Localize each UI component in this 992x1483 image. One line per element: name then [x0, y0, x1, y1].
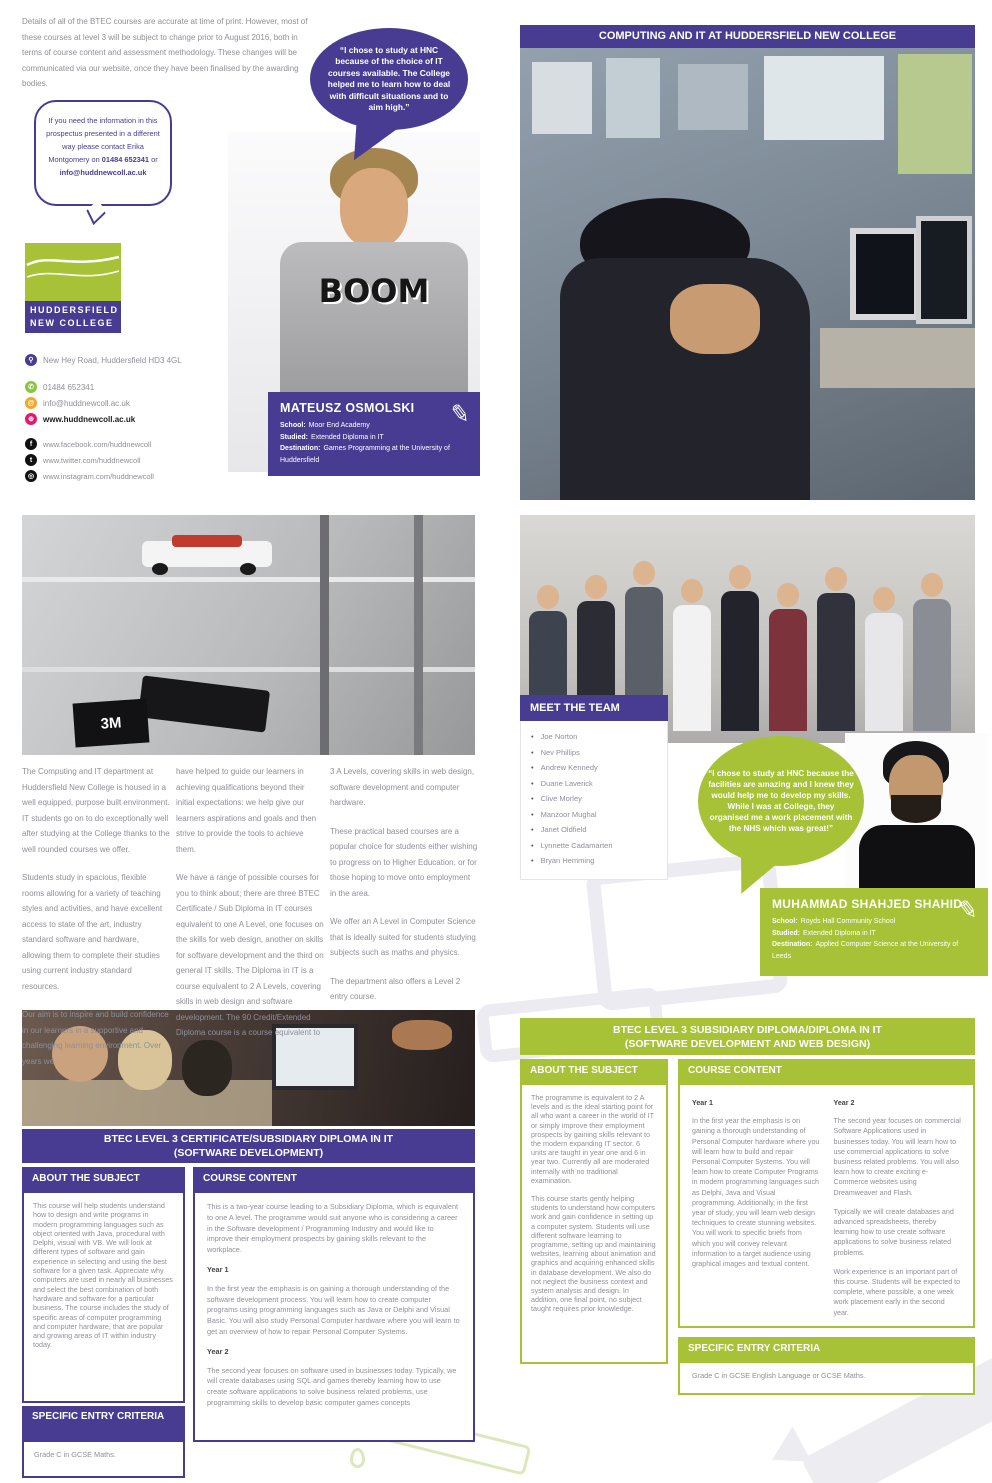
entry-criteria-box-right [678, 1361, 975, 1395]
destination-label: Destination: [772, 941, 813, 948]
about-subject-box-right [520, 1083, 668, 1364]
year1-column [692, 1089, 820, 1318]
intro-paragraph: These practical based courses are a popular choice for students either wishing to progress on to Higher Education, or for those hoping to move onto employment in the area. [330, 826, 478, 898]
content-intro: This is a two-year course leading to a Subsidiary Diploma, which is equivalent to one A level. The programme would suit anyone who is considering a career in the Software development / Programming Industry and would like to improve their employment prospects by gaining skills relevant to the workplace. [207, 1202, 459, 1255]
team-list-box [520, 721, 668, 880]
intro-column-3 [330, 764, 478, 1018]
photo-keyboard [138, 675, 270, 732]
photo-face [340, 168, 408, 248]
logo-green-block [25, 243, 121, 301]
twitter-row[interactable] [25, 454, 141, 466]
photo-person [816, 567, 856, 731]
year2-paragraph: Work experience is an important part of this course. Students will be expected to complete, where possible, a one week work placement early in the second year. [833, 1267, 961, 1317]
accessibility-info-bubble [34, 100, 172, 206]
year1-label: Year 1 [207, 1264, 229, 1274]
team-member: • Andrew Kennedy [531, 760, 657, 776]
photo-computing-classroom [520, 48, 975, 500]
photo-person [912, 573, 952, 731]
sweater-graphic-text: BOOM [318, 272, 430, 310]
info-phone[interactable]: 01484 652341 [101, 155, 150, 164]
course-content-header-right: COURSE CONTENT [678, 1059, 975, 1083]
photo-poster [678, 64, 748, 130]
location-icon: ⚲ [25, 354, 37, 366]
studied-label: Studied: [772, 929, 800, 937]
photo-monitor [916, 216, 972, 324]
school-label: School: [280, 422, 306, 429]
about-paragraph: This course starts gently helping students to understand how computers work and gain confidence in setting up a computer system. Students will use different software learning to programme, setting up and maintaining websites, learning about animation and graphics and acquiring enhanced skills in database development. We also do not neglect the business context and system analysis and design. In addition, one final point, no subject taught requires prior knowledge. [531, 1194, 656, 1314]
photo-whiteboard [764, 56, 884, 140]
disclaimer-text: Details of all of the BTEC courses are accurate at time of print. However, most of these courses at level 3 will be subject to change prior to August 2016, both in terms of course content and assessment methodology. These changes will be communicated via our website, once they have been finalised by the awarding bodies. [22, 17, 308, 88]
destination-label: Destination: [280, 445, 321, 452]
instagram-row[interactable] [25, 470, 154, 482]
facebook-text: www.facebook.com/huddnewcoll [43, 439, 152, 449]
intro-paragraph: have helped to guide our learners in achieving qualifications beyond their initial expectations: we help give our learners aspirations and goals and then strive to provide the tools to achieve them. [176, 767, 317, 854]
logo-line2: NEW COLLEGE [30, 318, 114, 328]
about-subject-header-right: ABOUT THE SUBJECT [520, 1059, 668, 1083]
studied-value: Extended Diploma in IT [803, 929, 876, 937]
intro-column-1 [22, 764, 170, 1082]
course-title-line1: BTEC LEVEL 3 SUBSIDIARY DIPLOMA/DIPLOMA IN IT [613, 1024, 882, 1036]
photo-person [672, 579, 712, 731]
facebook-row[interactable] [25, 438, 151, 450]
photo-toy-wheel [152, 563, 168, 575]
year2-text: The second year focuses on software used in businesses today. Typically, we will create databases using SQL and games thereby learning how to use create software applications to solve business related problems, use programming skills to develop basic computer games concepts [207, 1365, 457, 1407]
about-text: This course will help students understand how to design and write programs in modern programming languages such as object oriented with Java, procedural with Delphi, visual with VB. We will look at different types of software and gain experience in selecting and using the best software for a given task. Appreciate why computers are used in nearly all businesses and select the best combination of both hardware and software for a particular business. The course includes the study of specific areas of computer programming and computer hardware, that are popular and growing areas of IT within industry today. [33, 1201, 173, 1350]
entry-criteria-box-left [22, 1440, 185, 1478]
photo-desk [820, 328, 975, 388]
photo-3m-box [73, 698, 150, 747]
intro-paragraph: The Computing and IT department at Huddersfield New College is housed in a well equipped, purpose built environment. IT students go on to do exceptionally well after studying at the College thanks to the well rounded courses we offer. [22, 767, 170, 854]
email-icon: @ [25, 397, 37, 409]
instagram-icon: ◎ [25, 470, 37, 482]
info-text: If you need the information in this prospectus presented in a different way please contact Erika Montgomery on [46, 116, 160, 164]
entry-criteria-header-left: SPECIFIC ENTRY CRITERIA [22, 1406, 185, 1440]
address-row [25, 354, 182, 366]
meet-the-team-header: MEET THE TEAM [520, 695, 668, 721]
photo-torso [859, 825, 975, 890]
facebook-icon: f [25, 438, 37, 450]
photo-student-face [670, 284, 760, 354]
team-member: • Manzoor Mughal [531, 807, 657, 823]
college-logo [25, 243, 121, 333]
droplet-watermark [350, 1448, 365, 1468]
school-label: School: [772, 918, 798, 925]
instagram-text: www.instagram.com/huddnewcoll [43, 471, 154, 481]
year1-label: Year 1 [692, 1099, 713, 1107]
intro-paragraph: We offer an A Level in Computer Science that is ideally suited for students studying subjects such as maths and physics. [330, 917, 476, 957]
year2-label: Year 2 [207, 1346, 229, 1356]
about-subject-box-left [22, 1191, 185, 1403]
photo-shelf [22, 577, 475, 582]
photo-toy-wheel [240, 563, 256, 575]
school-value: Moor End Academy [308, 422, 370, 429]
photo-frame-bar [414, 515, 423, 755]
page-title-banner: COMPUTING AND IT AT HUDDERSFIELD NEW COLLEGE [520, 25, 975, 48]
photo-toy-car-top [172, 535, 242, 547]
photo-person [768, 583, 808, 731]
year2-column [834, 1089, 962, 1318]
team-member: • Clive Morley [531, 791, 657, 807]
website-text: www.huddnewcoll.ac.uk [43, 414, 136, 424]
year1-text: In the first year the emphasis is on gaining a thorough understanding of the software development process. You will learn how to create computer programs using programming languages such as Java or Delphi and Visual Basic. You will also study Personal Computer hardware where you will learn to get an overview of how to repair Personal Computer Systems. [207, 1283, 460, 1336]
address-text: New Hey Road, Huddersfield HD3 4GL [43, 355, 182, 365]
year2-paragraph: The second year focuses on commercial Software Applications used in businesses today. You will learn how to use commercial applications to solve business related problems. You will also learn how to create exciting e-Commerce websites using Dreamweaver and Flash. [833, 1117, 961, 1197]
intro-paragraph: Our aim is to inspire and build confidence in our learners in a supportive and challenging learning environment. Over years we [22, 1010, 169, 1066]
photo-lamp-glow [392, 1020, 452, 1050]
photo-green-wall [898, 54, 972, 174]
quote-text: “I chose to study at HNC because the facilities are amazing and I knew they would help me to develop my skills. While I was at College, they organised me a work placement with the NHS which was great!” [708, 769, 854, 833]
intro-paragraph: The department also offers a Level 2 entry course. [330, 976, 461, 1001]
course-title-line2: (SOFTWARE DEVELOPMENT) [173, 1146, 324, 1159]
about-paragraph: The programme is equivalent to 2 A levels and is the ideal starting point for all who want a career in the world of IT or simply improve their employment prospects by gaining skills relevant to the modern expanding IT sector. 6 units are taught in year one and 6 in year two. Currently all are moderated internally with no traditional examination. [531, 1093, 654, 1185]
info-email[interactable]: info@huddnewcoll.ac.uk [59, 168, 147, 177]
course-title-left [22, 1129, 475, 1163]
destination-value: Applied Computer Science at the University of Leeds [772, 941, 959, 960]
intro-paragraph: We have a range of possible courses for you to think about; there are three BTEC Certificate / Sub Diploma in IT courses equivalent to one A Level, one focuses on the skills for web design, another on skills for software development and the third on general IT skills. The Diploma in IT is a course equivalent to 2 A Levels, covering skills in web design and software development. The 90 Credit/Extended Diploma course is a course equivalent to [176, 873, 324, 1037]
quote-text: “I chose to study at HNC because of the choice of IT courses available. The College helped me to learn how to deal with difficult situations and to aim high.” [327, 44, 451, 112]
entry-text: Grade C in GCSE English Language or GCSE Maths. [692, 1371, 866, 1380]
about-subject-header-left: ABOUT THE SUBJECT [22, 1167, 185, 1191]
photo-display-case [22, 515, 475, 755]
quote-bubble-muhammad [698, 736, 864, 866]
globe-icon: ⊕ [25, 413, 37, 425]
phone-icon: ✆ [25, 381, 37, 393]
course-content-box-right [678, 1083, 975, 1328]
pencil-tip-watermark-gray [763, 1426, 812, 1477]
photo-person [720, 565, 760, 731]
year2-paragraph: Typically we will create databases and advanced spreadsheets, thereby learning how to use create software applications to solve business related problems. [833, 1207, 954, 1257]
phone-text: 01484 652341 [43, 382, 95, 392]
destination-value: Games Programming at the University of Huddersfield [280, 445, 450, 464]
profile-card-muhammad [760, 888, 988, 976]
website-row[interactable] [25, 413, 135, 425]
entry-criteria-header-right: SPECIFIC ENTRY CRITERIA [678, 1337, 975, 1361]
quote-bubble-mateusz [310, 28, 468, 130]
photo-3m-label: 3M [100, 713, 122, 733]
intro-paragraph: 3 A Levels, covering skills in web design, software development and computer hardware. [330, 767, 475, 807]
logo-waves-icon [25, 243, 121, 301]
course-content-box-left [193, 1191, 475, 1442]
pencil-icon: ✎ [448, 399, 472, 430]
course-title-right [520, 1018, 975, 1055]
photo-poster [606, 58, 660, 138]
quote-bubble-tail [348, 118, 400, 168]
email-text: info@huddnewcoll.ac.uk [43, 398, 130, 408]
twitter-icon: t [25, 454, 37, 466]
year2-label: Year 2 [833, 1099, 855, 1107]
profile-card-mateusz [268, 392, 480, 476]
course-content-header-left: COURSE CONTENT [193, 1167, 475, 1191]
profile-name: MUHAMMAD SHAHJED SHAHID [772, 897, 963, 911]
team-member: • Nev Phillips [531, 745, 657, 761]
photo-poster [532, 62, 592, 134]
team-member: • Janet Oldfield [531, 822, 657, 838]
pencil-icon: ✎ [956, 895, 980, 926]
intro-paragraph: Students study in spacious, flexible rooms allowing for a variety of teaching styles and activities, and have excellent access to state of the art, industry standard software and hardware, allowing them to complete their studies using current industry standard resources. [22, 873, 163, 991]
entry-text: Grade C in GCSE Maths. [34, 1450, 116, 1459]
phone-row[interactable] [25, 381, 94, 393]
team-member: • Bryan Hemming [531, 853, 657, 869]
photo-muhammad [845, 733, 988, 890]
team-member: • Lynnette Cadamarteri [531, 838, 657, 854]
photo-person [864, 587, 904, 731]
profile-name: MATEUSZ OSMOLSKI [280, 401, 415, 415]
studied-label: Studied: [280, 433, 308, 441]
course-title-line1: BTEC LEVEL 3 CERTIFICATE/SUBSIDIARY DIPLOMA IN IT [103, 1133, 394, 1145]
team-member: • Joe Norton [531, 729, 657, 745]
photo-monitor [850, 228, 920, 320]
photo-shelf [22, 667, 475, 672]
school-value: Royds Hall Community School [800, 918, 896, 925]
info-text-or: or [151, 155, 158, 164]
email-row[interactable] [25, 397, 130, 409]
photo-frame-bar [320, 515, 329, 755]
logo-line1: HUDDERSFIELD [30, 305, 119, 315]
twitter-text: www.twitter.com/huddnewcoll [43, 455, 141, 465]
course-title-line2: (SOFTWARE DEVELOPMENT AND WEB DESIGN) [624, 1038, 871, 1050]
team-member: • Duane Laverick [531, 776, 657, 792]
year1-text: In the first year the emphasis is on gaining a thorough understanding of Personal Computer hardware where you will learn how to build and repair Personal Computer Systems. You will learn how to create Computer Programs in modern programming languages such as Delphi, Java and Visual programming. Additionally, in the first year of study, you will learn web design techniques to create stunning websites. You will work to specific briefs from which you will convey relevant information to a target audience using graphical images and textual content. [692, 1117, 820, 1269]
intro-column-2 [176, 764, 324, 1054]
photo-beard [891, 795, 941, 823]
studied-value: Extended Diploma in IT [311, 433, 384, 441]
